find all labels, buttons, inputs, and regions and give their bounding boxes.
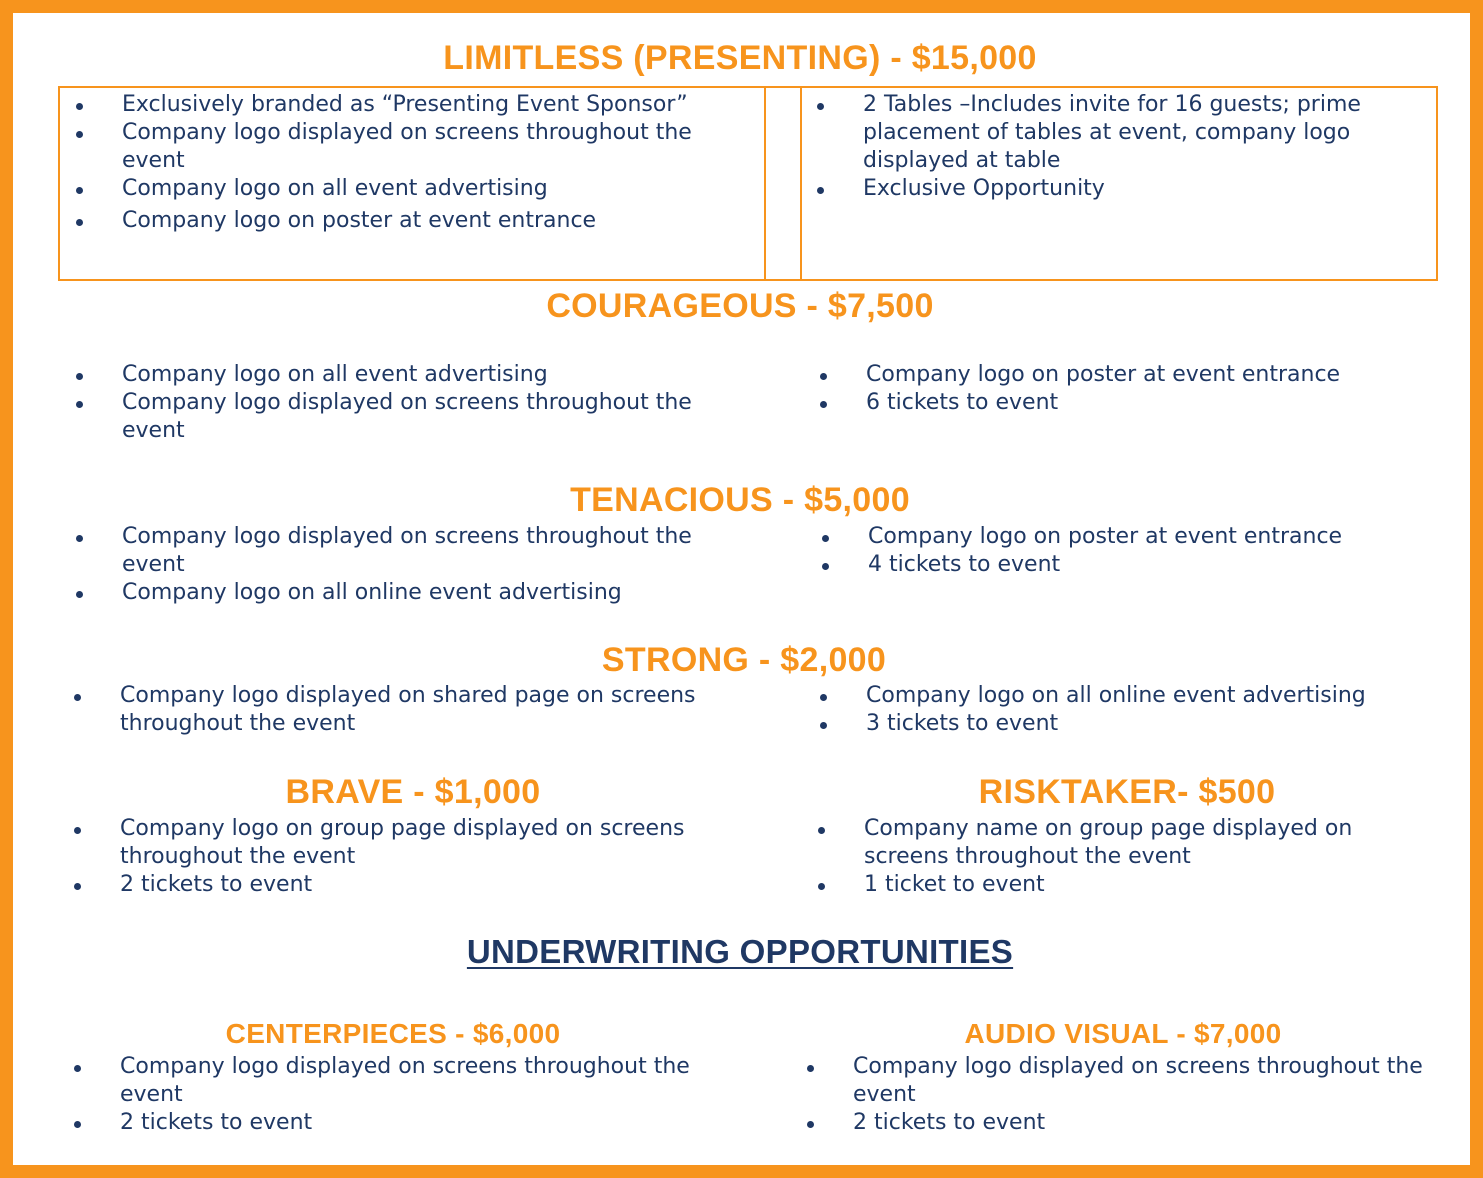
list-item: Company name on group page displayed on screens throughout the event — [802, 815, 1422, 871]
brave-list — [58, 815, 748, 899]
underwriting-heading: UNDERWRITING OPPORTUNITIES — [466, 933, 1014, 970]
list-item: Company logo displayed on screens throughout the event — [58, 1053, 738, 1109]
strong-heading: STRONG - $2,000 — [601, 641, 887, 679]
list-item: Company logo displayed on screens throughout the event — [60, 119, 740, 175]
limitless-left-list — [60, 91, 740, 235]
limitless-right-list — [801, 91, 1401, 203]
list-item: Exclusively branded as “Presenting Event Sponsor” — [60, 91, 740, 119]
list-item: 2 tickets to event — [791, 1109, 1426, 1137]
list-item: Company logo displayed on shared page on screens throughout the event — [58, 682, 758, 738]
list-item: Company logo on all event advertising — [60, 175, 740, 203]
list-item: 2 Tables –Includes invite for 16 guests; prime placement of tables at event, company logo displayed at table — [801, 91, 1401, 175]
risktaker-heading: RISKTAKER- $500 — [978, 773, 1276, 811]
list-item: Company logo on all online event advertising — [804, 682, 1444, 710]
tenacious-left-list — [60, 523, 740, 607]
centerpieces-list — [58, 1053, 738, 1137]
list-item: Company logo displayed on screens throughout the event — [60, 523, 740, 579]
list-item: 4 tickets to event — [806, 551, 1426, 579]
courageous-left-list — [60, 361, 740, 445]
audio-visual-heading: AUDIO VISUAL - $7,000 — [964, 1018, 1282, 1049]
limitless-heading: LIMITLESS (PRESENTING) - $15,000 — [443, 39, 1037, 77]
list-item: Company logo on poster at event entrance — [60, 207, 740, 235]
list-item: Company logo on poster at event entrance — [804, 361, 1424, 389]
list-item: Exclusive Opportunity — [801, 175, 1401, 203]
list-item: 2 tickets to event — [58, 1109, 738, 1137]
brave-heading: BRAVE - $1,000 — [285, 773, 541, 811]
list-item: Company logo on poster at event entrance — [806, 523, 1426, 551]
strong-left-list — [58, 682, 758, 738]
risktaker-list — [802, 815, 1422, 899]
audio-visual-list — [791, 1053, 1426, 1137]
list-item: 2 tickets to event — [58, 871, 748, 899]
tenacious-right-list — [806, 523, 1426, 579]
courageous-heading: COURAGEOUS - $7,500 — [546, 287, 934, 325]
centerpieces-heading: CENTERPIECES - $6,000 — [225, 1018, 561, 1049]
list-item: Company logo on all event advertising — [60, 361, 740, 389]
courageous-right-list — [804, 361, 1424, 417]
list-item: Company logo on all online event advertising — [60, 579, 740, 607]
tenacious-heading: TENACIOUS - $5,000 — [570, 481, 910, 519]
list-item: 1 ticket to event — [802, 871, 1422, 899]
list-item: 6 tickets to event — [804, 389, 1424, 417]
list-item: 3 tickets to event — [804, 710, 1444, 738]
strong-right-list — [804, 682, 1444, 738]
list-item: Company logo displayed on screens throughout the event — [791, 1053, 1426, 1109]
list-item: Company logo on group page displayed on screens throughout the event — [58, 815, 748, 871]
column-divider — [764, 88, 766, 279]
list-item: Company logo displayed on screens throughout the event — [60, 389, 740, 445]
